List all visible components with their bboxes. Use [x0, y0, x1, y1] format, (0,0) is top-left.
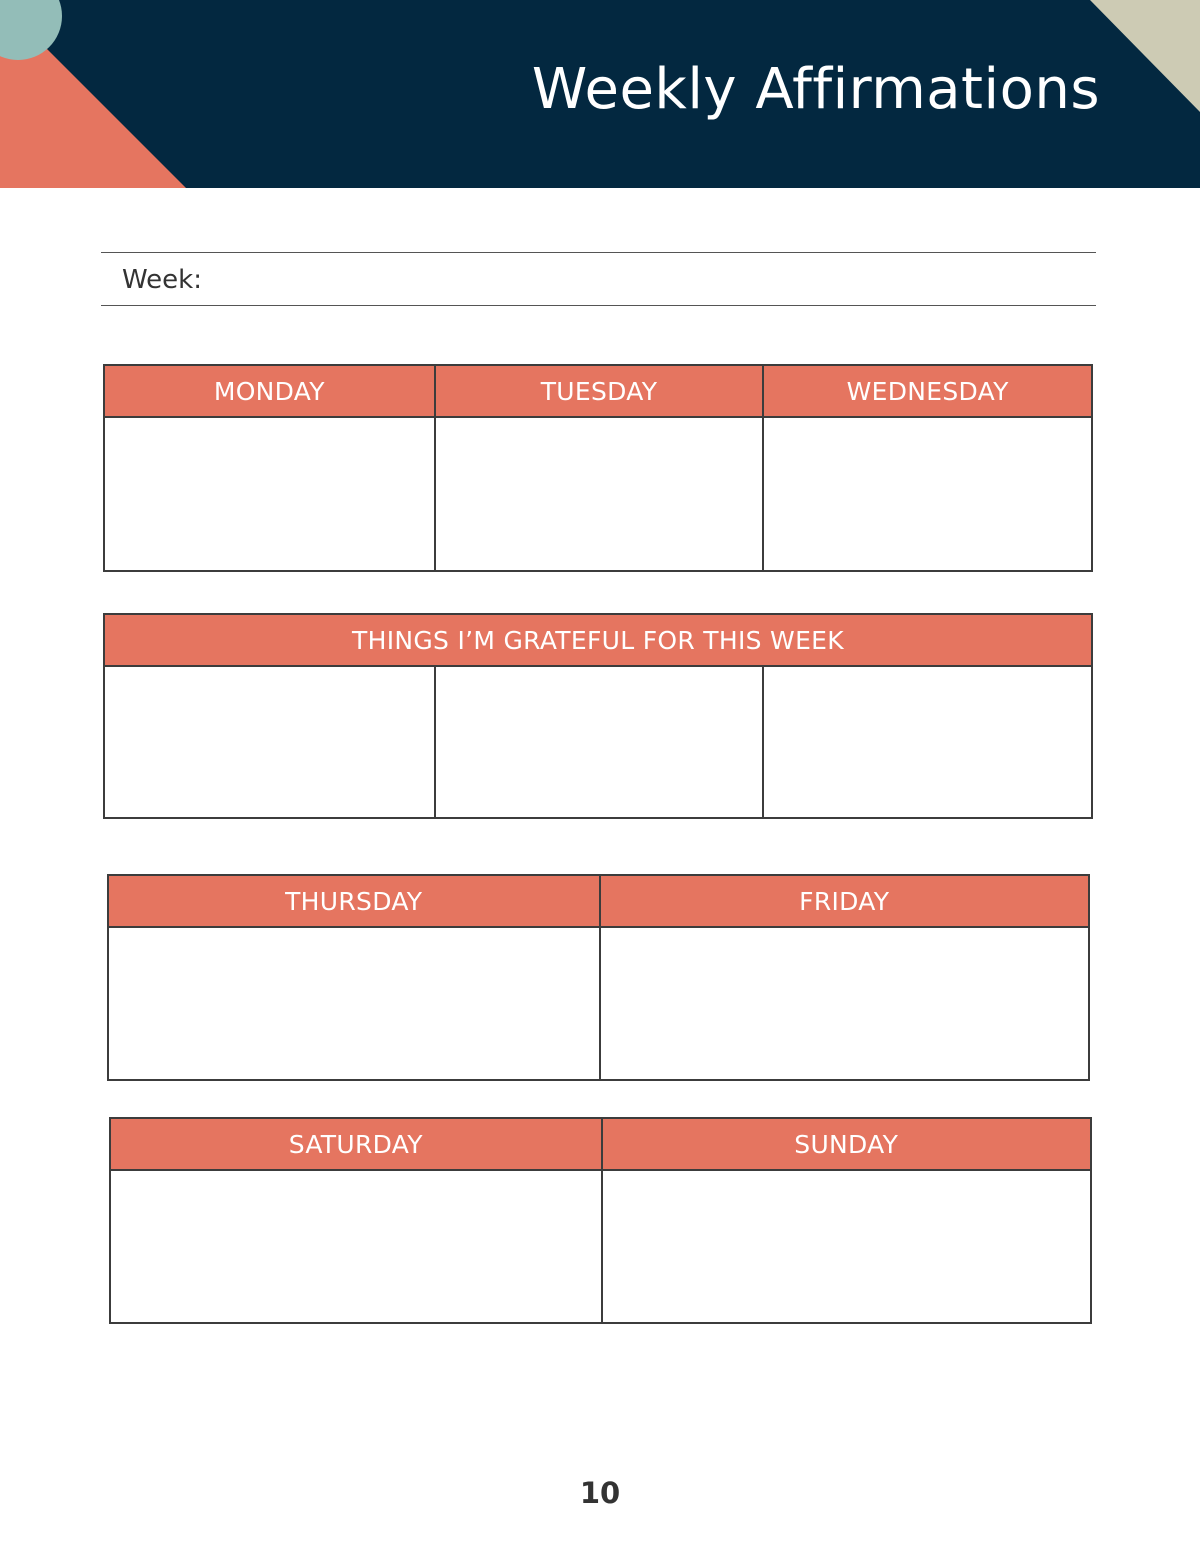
beige-corner-shape — [1090, 0, 1200, 112]
wednesday-cell[interactable] — [762, 418, 1091, 570]
weekday-table-middle — [107, 874, 1090, 1081]
saturday-header: SATURDAY — [111, 1119, 601, 1171]
grateful-header: THINGS I’M GRATEFUL FOR THIS WEEK — [105, 615, 1091, 667]
page-header — [0, 0, 1200, 188]
grateful-table — [103, 613, 1093, 819]
weekday-table-top — [103, 364, 1093, 572]
week-field[interactable] — [101, 252, 1096, 306]
thursday-cell[interactable] — [109, 928, 599, 1079]
thursday-header: THURSDAY — [109, 876, 599, 928]
coral-corner-shape — [0, 44, 186, 188]
week-label: Week: — [122, 265, 202, 295]
page-number: 10 — [579, 1476, 621, 1510]
grateful-cell[interactable] — [762, 667, 1091, 817]
page-title: Weekly Affirmations — [531, 57, 1100, 122]
wednesday-header: WEDNESDAY — [762, 366, 1091, 418]
weekend-table — [109, 1117, 1092, 1324]
grateful-cell[interactable] — [434, 667, 763, 817]
tuesday-header: TUESDAY — [434, 366, 763, 418]
saturday-cell[interactable] — [111, 1171, 601, 1322]
grateful-cell[interactable] — [105, 667, 434, 817]
tuesday-cell[interactable] — [434, 418, 763, 570]
teal-circle-shape — [0, 0, 62, 60]
monday-cell[interactable] — [105, 418, 434, 570]
sunday-header: SUNDAY — [601, 1119, 1091, 1171]
sunday-cell[interactable] — [601, 1171, 1091, 1322]
monday-header: MONDAY — [105, 366, 434, 418]
friday-header: FRIDAY — [599, 876, 1089, 928]
friday-cell[interactable] — [599, 928, 1089, 1079]
